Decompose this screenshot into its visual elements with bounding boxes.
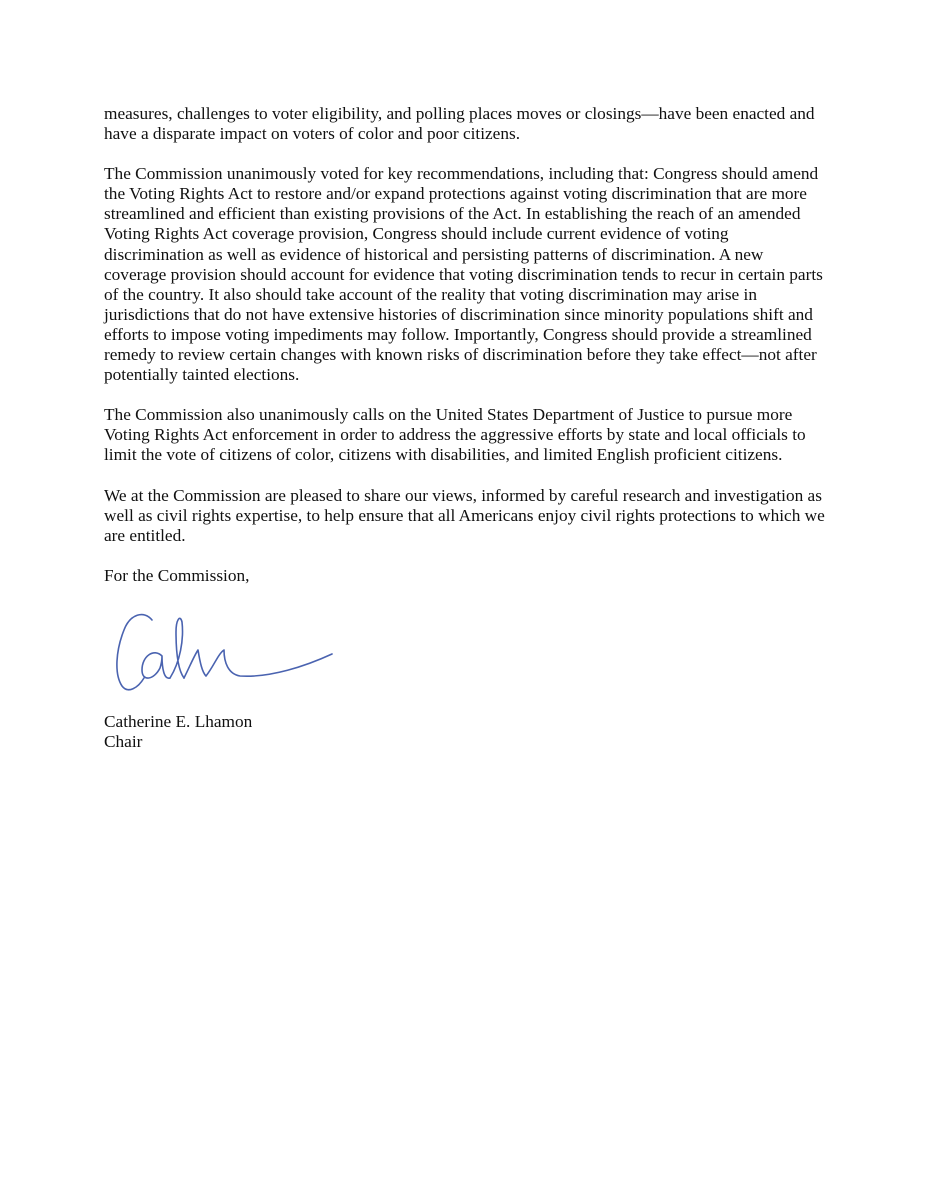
paragraph-3: The Commission also unanimously calls on the United States Department of Justice to pursue more Voting Rights Act enforcement in order to address the aggressive efforts by state and local officials to limit the vote of citizens of color, citizens with disabilities, and limited English proficient citizens. — [104, 405, 806, 465]
paragraph-1: measures, challenges to voter eligibility, and polling places moves or closings—have been enacted and have a disparate impact on voters of color and poor citizens. — [104, 104, 815, 144]
signer-title: Chair — [104, 731, 143, 751]
paragraph-4: We at the Commission are pleased to share our views, informed by careful research and investigation as well as civil rights expertise, to help ensure that all Americans enjoy civil rights protections to which we are entitled. — [104, 485, 825, 545]
letter-body — [104, 104, 830, 752]
signer-block — [104, 712, 830, 752]
handwritten-signature — [110, 606, 340, 702]
signer-name: Catherine E. Lhamon — [104, 711, 253, 731]
closing-line: For the Commission, — [104, 565, 250, 585]
paragraph-2: The Commission unanimously voted for key recommendations, including that: Congress should amend the Voting Rights Act to restore and/or expand protections against voting discrimination that are more streamlined and efficient than existing provisions of the Act. In establishing the reach of an amended Voting Rights Act coverage provision, Congress should include current evidence of voting discrimination as well as evidence of historical and persisting patterns of discrimination. A new coverage provision should account for evidence that voting discrimination tends to recur in certain parts of the country. It also should take account of the reality that voting discrimination may arise in jurisdictions that do not have extensive histories of discrimination since minority populations shift and efforts to impose voting impediments may follow. Importantly, Congress should provide a streamlined remedy to review certain changes with known risks of discrimination before they take effect—not after potentially tainted elections. — [104, 164, 823, 385]
